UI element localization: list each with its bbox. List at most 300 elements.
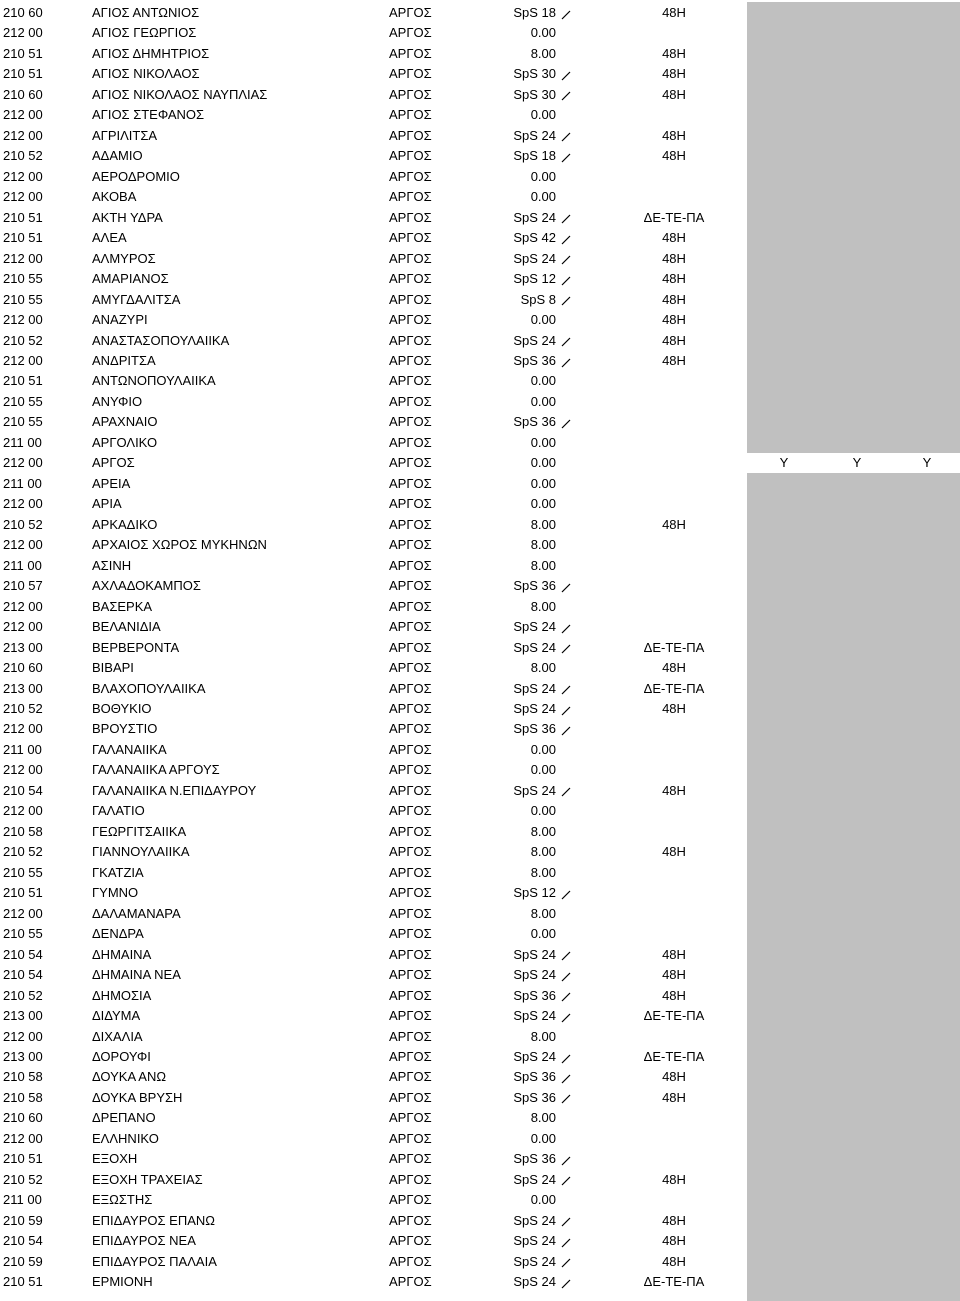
table-row <box>0 1170 960 1190</box>
spread-marker-icon <box>561 1047 573 1067</box>
table-row <box>0 556 960 576</box>
city-cell: ΑΡΓΟΣ <box>389 557 432 573</box>
table-row <box>0 904 960 924</box>
value-cell: 0.00 <box>530 762 556 778</box>
table-row <box>0 412 960 432</box>
schedule-cell: ΔΕ-ΤΕ-ΠΑ <box>643 209 705 225</box>
postal-code-cell: 212 00 <box>3 762 43 778</box>
table-row <box>0 760 960 780</box>
postal-code-cell: 212 00 <box>3 905 43 921</box>
table-row <box>0 1067 960 1087</box>
city-cell: ΑΡΓΟΣ <box>389 721 432 737</box>
spread-marker-icon <box>561 781 573 801</box>
schedule-cell: 48H <box>662 700 686 716</box>
place-name-cell: ΕΠΙΔΑΥΡΟΣ ΕΠΑΝΩ <box>92 1212 215 1228</box>
postal-code-cell: 210 58 <box>3 1069 43 1085</box>
place-name-cell: ΑΜΑΡΙΑΝΟΣ <box>92 271 169 287</box>
value-cell: 0.00 <box>530 741 556 757</box>
postal-code-cell: 212 00 <box>3 619 43 635</box>
place-name-cell: ΑΡΧΑΙΟΣ ΧΩΡΟΣ ΜΥΚΗΝΩΝ <box>92 537 267 553</box>
city-cell: ΑΡΓΟΣ <box>389 1233 432 1249</box>
postal-code-cell: 210 51 <box>3 45 43 61</box>
postal-code-cell: 212 00 <box>3 352 43 368</box>
city-cell: ΑΡΓΟΣ <box>389 803 432 819</box>
place-name-cell: ΑΣΙΝΗ <box>92 557 132 573</box>
value-cell: SpS 24 <box>513 1253 556 1269</box>
postal-code-cell: 210 54 <box>3 1233 43 1249</box>
table-row <box>0 1190 960 1210</box>
place-name-cell: ΑΜΥΓΔΑΛΙΤΣΑ <box>92 291 181 307</box>
place-name-cell: ΑΓΙΟΣ ΑΝΤΩΝΙΟΣ <box>92 5 200 20</box>
city-cell: ΑΡΓΟΣ <box>389 578 432 594</box>
postal-code-cell: 212 00 <box>3 250 43 266</box>
city-cell: ΑΡΓΟΣ <box>389 393 432 409</box>
table-row <box>0 740 960 760</box>
postal-code-cell: 212 00 <box>3 107 43 123</box>
postal-code-cell: 212 00 <box>3 455 43 471</box>
postal-code-cell: 212 00 <box>3 537 43 553</box>
place-name-cell: ΓΕΩΡΓΙΤΣΑΙΙΚΑ <box>92 823 187 839</box>
spread-marker-icon <box>561 1006 573 1026</box>
value-cell: SpS 36 <box>513 578 556 594</box>
table-row <box>0 535 960 555</box>
value-cell: 0.00 <box>530 1192 556 1208</box>
city-cell: ΑΡΓΟΣ <box>389 905 432 921</box>
table-row <box>0 597 960 617</box>
city-cell: ΑΡΓΟΣ <box>389 680 432 696</box>
postal-code-cell: 210 52 <box>3 332 43 348</box>
postal-code-cell: 210 54 <box>3 946 43 962</box>
spread-marker-icon <box>561 290 573 310</box>
city-cell: ΑΡΓΟΣ <box>389 619 432 635</box>
place-name-cell: ΔΡΕΠΑΝΟ <box>92 1110 156 1126</box>
city-cell: ΑΡΓΟΣ <box>389 352 432 368</box>
postal-code-cell: 212 00 <box>3 189 43 205</box>
place-name-cell: ΑΡΓΟΣ <box>92 455 135 471</box>
city-cell: ΑΡΓΟΣ <box>389 1008 432 1024</box>
place-name-cell: ΑΝΑΖΥΡΙ <box>92 312 148 328</box>
schedule-cell: 48H <box>662 352 686 368</box>
schedule-cell: 48H <box>662 516 686 532</box>
value-cell: SpS 24 <box>513 619 556 635</box>
postal-code-cell: 210 52 <box>3 987 43 1003</box>
city-cell: ΑΡΓΟΣ <box>389 127 432 143</box>
value-cell: 8.00 <box>530 1028 556 1044</box>
place-name-cell: ΓΑΛΑΝΑΙΙΚΑ Ν.ΕΠΙΔΑΥΡΟΥ <box>92 782 257 798</box>
city-cell: ΑΡΓΟΣ <box>389 1192 432 1208</box>
city-cell: ΑΡΓΟΣ <box>389 516 432 532</box>
city-cell: ΑΡΓΟΣ <box>389 45 432 61</box>
postal-code-cell: 212 00 <box>3 803 43 819</box>
table-row <box>0 576 960 596</box>
schedule-cell: 48H <box>662 844 686 860</box>
place-name-cell: ΓΑΛΑΤΙΟ <box>92 803 145 819</box>
value-cell: SpS 24 <box>513 1008 556 1024</box>
place-name-cell: ΑΛΜΥΡΟΣ <box>92 250 156 266</box>
spread-marker-icon <box>561 638 573 658</box>
postal-code-cell: 211 00 <box>3 1192 42 1208</box>
spread-marker-icon <box>561 699 573 719</box>
city-cell: ΑΡΓΟΣ <box>389 373 432 389</box>
spread-marker-icon <box>561 412 573 432</box>
place-name-cell: ΔΙΔΥΜΑ <box>92 1008 141 1024</box>
table-row <box>0 515 960 535</box>
table-row <box>0 228 960 248</box>
spread-marker-icon <box>561 64 573 84</box>
value-cell: 0.00 <box>530 393 556 409</box>
table-row <box>0 883 960 903</box>
schedule-cell: 48H <box>662 230 686 246</box>
schedule-cell: 48H <box>662 1253 686 1269</box>
place-name-cell: ΔΙΧΑΛΙΑ <box>92 1028 143 1044</box>
place-name-cell: ΔΟΥΚΑ ΒΡΥΣΗ <box>92 1089 183 1105</box>
value-cell: 0.00 <box>530 434 556 450</box>
spread-marker-icon <box>561 1170 573 1190</box>
city-cell: ΑΡΓΟΣ <box>389 782 432 798</box>
value-cell: SpS 18 <box>513 5 556 20</box>
spread-marker-icon <box>561 228 573 248</box>
postal-code-cell: 210 55 <box>3 393 43 409</box>
place-name-cell: ΑΡΕΙΑ <box>92 475 131 491</box>
city-cell: ΑΡΓΟΣ <box>389 25 432 41</box>
city-cell: ΑΡΓΟΣ <box>389 271 432 287</box>
value-cell: SpS 24 <box>513 1233 556 1249</box>
table-row <box>0 371 960 391</box>
postal-code-cell: 210 60 <box>3 86 43 102</box>
spread-marker-icon <box>561 1088 573 1108</box>
spread-marker-icon <box>561 351 573 371</box>
city-cell: ΑΡΓΟΣ <box>389 312 432 328</box>
table-row <box>0 986 960 1006</box>
postal-code-cell: 210 52 <box>3 516 43 532</box>
value-cell: 0.00 <box>530 455 556 471</box>
value-cell: SpS 24 <box>513 209 556 225</box>
spread-marker-icon <box>561 1149 573 1169</box>
value-cell: SpS 36 <box>513 1089 556 1105</box>
city-cell: ΑΡΓΟΣ <box>389 230 432 246</box>
table-row <box>0 1047 960 1067</box>
place-name-cell: ΒΑΣΕΡΚΑ <box>92 598 153 614</box>
place-name-cell: ΑΔΑΜΙΟ <box>92 148 143 164</box>
city-cell: ΑΡΓΟΣ <box>389 926 432 942</box>
table-row <box>0 23 960 43</box>
table-row <box>0 85 960 105</box>
place-name-cell: ΔΗΜΑΙΝΑ ΝΕΑ <box>92 967 181 983</box>
value-cell: 0.00 <box>530 926 556 942</box>
postal-code-cell: 210 55 <box>3 864 43 880</box>
table-row <box>0 945 960 965</box>
schedule-cell: 48H <box>662 782 686 798</box>
city-cell: ΑΡΓΟΣ <box>389 1028 432 1044</box>
place-name-cell: ΑΚΤΗ ΥΔΡΑ <box>92 209 163 225</box>
postal-code-cell: 210 54 <box>3 967 43 983</box>
table-row <box>0 433 960 453</box>
place-name-cell: ΒΕΛΑΝΙΔΙΑ <box>92 619 161 635</box>
postal-code-cell: 212 00 <box>3 721 43 737</box>
spread-marker-icon <box>561 1211 573 1231</box>
postal-code-cell: 210 59 <box>3 1253 43 1269</box>
postal-code-cell: 213 00 <box>3 639 43 655</box>
schedule-cell: 48H <box>662 967 686 983</box>
value-cell: SpS 36 <box>513 721 556 737</box>
schedule-cell: 48H <box>662 1233 686 1249</box>
postal-code-cell: 210 54 <box>3 782 43 798</box>
postal-code-cell: 212 00 <box>3 25 43 41</box>
value-cell: 8.00 <box>530 598 556 614</box>
postal-code-cell: 210 55 <box>3 291 43 307</box>
value-cell: 0.00 <box>530 25 556 41</box>
schedule-cell: 48H <box>662 1171 686 1187</box>
city-cell: ΑΡΓΟΣ <box>389 5 432 20</box>
postal-code-cell: 210 51 <box>3 885 43 901</box>
schedule-cell: 48H <box>662 86 686 102</box>
schedule-cell: 48H <box>662 946 686 962</box>
place-name-cell: ΒΙΒΑΡΙ <box>92 660 134 676</box>
value-cell: SpS 18 <box>513 148 556 164</box>
value-cell: SpS 12 <box>513 885 556 901</box>
y-flag-cell: Y <box>852 455 862 471</box>
place-name-cell: ΕΡΜΙΟΝΗ <box>92 1274 153 1290</box>
postal-code-cell: 212 00 <box>3 1028 43 1044</box>
city-cell: ΑΡΓΟΣ <box>389 1151 432 1167</box>
postal-code-cell: 210 52 <box>3 700 43 716</box>
place-name-cell: ΔΟΥΚΑ ΑΝΩ <box>92 1069 167 1085</box>
place-name-cell: ΔΗΜΑΙΝΑ <box>92 946 152 962</box>
value-cell: SpS 36 <box>513 414 556 430</box>
table-row <box>0 965 960 985</box>
schedule-cell: ΔΕ-ΤΕ-ΠΑ <box>643 1008 705 1024</box>
table-row <box>0 310 960 330</box>
city-cell: ΑΡΓΟΣ <box>389 844 432 860</box>
city-cell: ΑΡΓΟΣ <box>389 1253 432 1269</box>
value-cell: SpS 36 <box>513 1151 556 1167</box>
value-cell: 0.00 <box>530 475 556 491</box>
value-cell: SpS 8 <box>520 291 556 307</box>
city-cell: ΑΡΓΟΣ <box>389 741 432 757</box>
postal-code-cell: 210 55 <box>3 271 43 287</box>
city-cell: ΑΡΓΟΣ <box>389 823 432 839</box>
table-row <box>0 105 960 125</box>
table-row <box>0 1108 960 1128</box>
postal-code-cell: 210 55 <box>3 414 43 430</box>
place-name-cell: ΑΓΙΟΣ ΔΗΜΗΤΡΙΟΣ <box>92 45 210 61</box>
schedule-cell: ΔΕ-ΤΕ-ΠΑ <box>643 1274 705 1290</box>
city-cell: ΑΡΓΟΣ <box>389 1069 432 1085</box>
value-cell: SpS 24 <box>513 680 556 696</box>
value-cell: SpS 24 <box>513 1274 556 1290</box>
city-cell: ΑΡΓΟΣ <box>389 107 432 123</box>
postal-code-cell: 210 58 <box>3 1089 43 1105</box>
y-flag-cell: Y <box>922 455 932 471</box>
spread-marker-icon <box>561 965 573 985</box>
value-cell: 0.00 <box>530 312 556 328</box>
value-cell: 0.00 <box>530 496 556 512</box>
table-row <box>0 1252 960 1272</box>
place-name-cell: ΕΠΙΔΑΥΡΟΣ ΠΑΛΑΙΑ <box>92 1253 217 1269</box>
postal-code-cell: 210 51 <box>3 230 43 246</box>
schedule-cell: 48H <box>662 332 686 348</box>
place-name-cell: ΒΟΘΥΚΙΟ <box>92 700 152 716</box>
spread-marker-icon <box>561 1272 573 1292</box>
table-row <box>0 474 960 494</box>
table-row <box>0 1272 960 1292</box>
table-row <box>0 3 960 23</box>
schedule-cell: 48H <box>662 148 686 164</box>
postal-code-cell: 210 59 <box>3 1212 43 1228</box>
table-row <box>0 1211 960 1231</box>
table-row <box>0 146 960 166</box>
schedule-cell: 48H <box>662 1069 686 1085</box>
city-cell: ΑΡΓΟΣ <box>389 639 432 655</box>
place-name-cell: ΑΝΥΦΙΟ <box>92 393 143 409</box>
postal-code-cell: 210 51 <box>3 66 43 82</box>
place-name-cell: ΑΝΤΩΝΟΠΟΥΛΑΙΙΚΑ <box>92 373 216 389</box>
schedule-cell: 48H <box>662 271 686 287</box>
value-cell: SpS 24 <box>513 1048 556 1064</box>
value-cell: SpS 24 <box>513 782 556 798</box>
value-cell: 8.00 <box>530 823 556 839</box>
table-row <box>0 617 960 637</box>
schedule-cell: 48H <box>662 291 686 307</box>
table-row <box>0 822 960 842</box>
postal-code-cell: 213 00 <box>3 1048 43 1064</box>
city-cell: ΑΡΓΟΣ <box>389 1089 432 1105</box>
value-cell: SpS 24 <box>513 1171 556 1187</box>
city-cell: ΑΡΓΟΣ <box>389 1212 432 1228</box>
city-cell: ΑΡΓΟΣ <box>389 455 432 471</box>
value-cell: SpS 24 <box>513 967 556 983</box>
place-name-cell: ΑΡΙΑ <box>92 496 122 512</box>
value-cell: SpS 36 <box>513 987 556 1003</box>
table-row <box>0 453 960 473</box>
place-name-cell: ΓΑΛΑΝΑΙΙΚΑ <box>92 741 167 757</box>
place-name-cell: ΒΡΟΥΣΤΙΟ <box>92 721 158 737</box>
schedule-cell: 48H <box>662 312 686 328</box>
place-name-cell: ΕΛΛΗΝΙΚΟ <box>92 1130 159 1146</box>
table-row <box>0 392 960 412</box>
schedule-cell: 48H <box>662 660 686 676</box>
spread-marker-icon <box>561 269 573 289</box>
postal-code-cell: 212 00 <box>3 312 43 328</box>
table-row <box>0 1231 960 1251</box>
value-cell: 0.00 <box>530 168 556 184</box>
place-name-cell: ΕΞΟΧΗ <box>92 1151 138 1167</box>
schedule-cell: 48H <box>662 1089 686 1105</box>
place-name-cell: ΑΡΚΑΔΙΚΟ <box>92 516 158 532</box>
city-cell: ΑΡΓΟΣ <box>389 291 432 307</box>
city-cell: ΑΡΓΟΣ <box>389 66 432 82</box>
city-cell: ΑΡΓΟΣ <box>389 537 432 553</box>
postal-code-cell: 213 00 <box>3 1008 43 1024</box>
value-cell: SpS 24 <box>513 127 556 143</box>
table-row <box>0 208 960 228</box>
postal-code-cell: 212 00 <box>3 496 43 512</box>
spread-marker-icon <box>561 146 573 166</box>
postal-code-cell: 211 00 <box>3 475 42 491</box>
postal-code-cell: 210 52 <box>3 1171 43 1187</box>
table-row <box>0 331 960 351</box>
place-name-cell: ΕΞΩΣΤΗΣ <box>92 1192 153 1208</box>
city-cell: ΑΡΓΟΣ <box>389 864 432 880</box>
place-name-cell: ΓΥΜΝΟ <box>92 885 139 901</box>
value-cell: 0.00 <box>530 1130 556 1146</box>
value-cell: 0.00 <box>530 189 556 205</box>
spread-marker-icon <box>561 85 573 105</box>
spread-marker-icon <box>561 3 573 23</box>
value-cell: SpS 24 <box>513 946 556 962</box>
place-name-cell: ΓΚΑΤΖΙΑ <box>92 864 144 880</box>
postal-code-cell: 212 00 <box>3 127 43 143</box>
city-cell: ΑΡΓΟΣ <box>389 700 432 716</box>
postal-code-cell: 211 00 <box>3 434 42 450</box>
schedule-cell: ΔΕ-ΤΕ-ΠΑ <box>643 680 705 696</box>
schedule-cell: ΔΕ-ΤΕ-ΠΑ <box>643 639 705 655</box>
place-name-cell: ΑΡΑΧΝΑΙΟ <box>92 414 158 430</box>
city-cell: ΑΡΓΟΣ <box>389 1274 432 1290</box>
city-cell: ΑΡΓΟΣ <box>389 967 432 983</box>
table-row <box>0 719 960 739</box>
value-cell: SpS 30 <box>513 66 556 82</box>
city-cell: ΑΡΓΟΣ <box>389 414 432 430</box>
table-row <box>0 290 960 310</box>
city-cell: ΑΡΓΟΣ <box>389 1130 432 1146</box>
postal-code-cell: 212 00 <box>3 168 43 184</box>
city-cell: ΑΡΓΟΣ <box>389 209 432 225</box>
value-cell: SpS 42 <box>513 230 556 246</box>
city-cell: ΑΡΓΟΣ <box>389 148 432 164</box>
table-row <box>0 187 960 207</box>
schedule-cell: 48H <box>662 45 686 61</box>
postal-code-cell: 212 00 <box>3 598 43 614</box>
table-row <box>0 638 960 658</box>
spread-marker-icon <box>561 1252 573 1272</box>
place-name-cell: ΔΑΛΑΜΑΝΑΡΑ <box>92 905 181 921</box>
place-name-cell: ΑΓΙΟΣ ΓΕΩΡΓΙΟΣ <box>92 25 197 41</box>
postal-code-cell: 210 60 <box>3 1110 43 1126</box>
place-name-cell: ΑΝΑΣΤΑΣΟΠΟΥΛΑΙΙΚΑ <box>92 332 230 348</box>
value-cell: SpS 24 <box>513 1212 556 1228</box>
value-cell: SpS 24 <box>513 639 556 655</box>
place-name-cell: ΑΓΡΙΛΙΤΣΑ <box>92 127 158 143</box>
schedule-cell: 48H <box>662 1212 686 1228</box>
table-row <box>0 269 960 289</box>
table-row <box>0 64 960 84</box>
table-row <box>0 44 960 64</box>
table-row <box>0 801 960 821</box>
place-name-cell: ΓΑΛΑΝΑΙΙΚΑ ΑΡΓΟΥΣ <box>92 762 220 778</box>
table-row <box>0 126 960 146</box>
city-cell: ΑΡΓΟΣ <box>389 885 432 901</box>
postal-code-cell: 210 51 <box>3 1151 43 1167</box>
postal-code-cell: 210 55 <box>3 926 43 942</box>
place-name-cell: ΑΓΙΟΣ ΣΤΕΦΑΝΟΣ <box>92 107 205 123</box>
table-row <box>0 781 960 801</box>
city-cell: ΑΡΓΟΣ <box>389 434 432 450</box>
place-name-cell: ΕΞΟΧΗ ΤΡΑΧΕΙΑΣ <box>92 1171 203 1187</box>
value-cell: SpS 36 <box>513 1069 556 1085</box>
value-cell: 8.00 <box>530 537 556 553</box>
value-cell: SpS 24 <box>513 332 556 348</box>
postal-code-cell: 213 00 <box>3 680 43 696</box>
value-cell: SpS 24 <box>513 700 556 716</box>
table-row <box>0 1006 960 1026</box>
value-cell: 8.00 <box>530 45 556 61</box>
place-name-cell: ΑΚΟΒΑ <box>92 189 137 205</box>
spread-marker-icon <box>561 719 573 739</box>
spread-marker-icon <box>561 249 573 269</box>
spread-marker-icon <box>561 126 573 146</box>
postal-code-cell: 211 00 <box>3 557 42 573</box>
